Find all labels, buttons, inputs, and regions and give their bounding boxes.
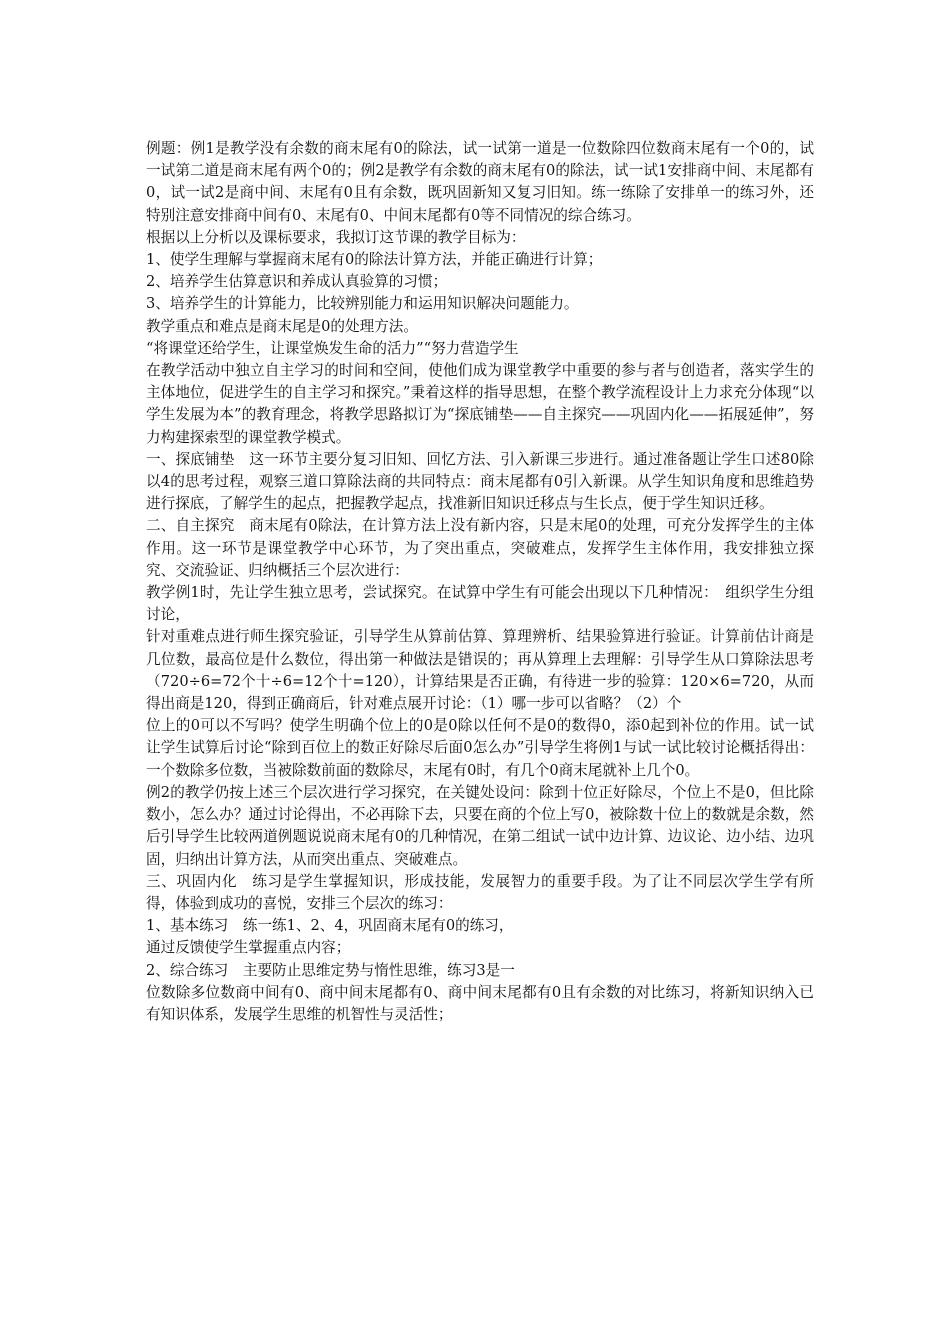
document-body bbox=[146, 138, 814, 1026]
paragraph-verification: 针对重难点进行师生探究验证，引导学生从算前估算、算理辨析、结果验算进行验证。计算前估计商是几位数，最高位是什么数位，得出第一种做法是错误的；再从算理上去理解：引导学生从口算除法思考（720÷6=72个十÷6=12个十=120），计算结果是否正确，有待进一步的验算：120×6=720，从而得出商是120，得到正确商后，针对难点展开讨论：（1）哪一步可以省略？（2）个 bbox=[146, 628, 814, 713]
paragraph-section-1: 一、探底铺垫 这一环节主要分复习旧知、回忆方法、引入新课三步进行。通过准备题让学生口述80除以4的思考过程，观察三道口算除法商的共同特点：商末尾都有0引入新课。从学生知识角度和思维趋势进行探底，了解学生的起点，把握教学起点，找准新旧知识迁移点与生长点，便于学生知识迁移。 bbox=[146, 450, 814, 513]
paragraph-feedback: 通过反馈使学生掌握重点内容； bbox=[146, 939, 351, 957]
paragraph-objectives-intro: 根据以上分析以及课标要求，我拟订这节课的教学目标为： bbox=[146, 228, 526, 246]
paragraph-section-3: 三、巩固内化 练习是学生掌握知识，形成技能，发展智力的重要手段。为了让不同层次学生学有所得，体验到成功的喜悦，安排三个层次的练习： bbox=[146, 872, 814, 912]
paragraph-example-1-teaching: 教学例1时，先让学生独立思考，尝试探究。在试算中学生有可能会出现以下几种情况： 组织学生分组讨论， bbox=[146, 584, 814, 624]
paragraph-section-2: 二、自主探究 商末尾有0除法，在计算方法上没有新内容，只是末尾0的处理，可充分发挥学生的主体作用。这一环节是课堂教学中心环节，为了突出重点，突破难点，发挥学生主体作用，我安排独立探究、交流验证、归纳概括三个层次进行： bbox=[146, 517, 814, 579]
paragraph-objective-2: 2、培养学生估算意识和养成认真验算的习惯； bbox=[146, 273, 448, 291]
paragraph-comprehensive-practice: 2、综合练习 主要防止思维定势与惰性思维，练习3是一 bbox=[146, 961, 515, 979]
paragraph-zero-placeholder: 位上的0可以不写吗？使学生明确个位上的0是0除以任何不是0的数得0，添0起到补位的作用。试一试让学生试算后讨论“除到百位上的数正好除尽后面0怎么办”引导学生将例1与试一试比较讨论概括得出：一个数除多位数，当被除数前面的数除尽，末尾有0时，有几个0商末尾就补上几个0。 bbox=[146, 717, 814, 779]
paragraph-objective-3: 3、培养学生的计算能力，比较辨别能力和运用知识解决问题能力。 bbox=[146, 295, 579, 313]
paragraph-quote-start: “将课堂还给学生，让课堂焕发生命的活力”“努力营造学生 bbox=[146, 339, 519, 357]
paragraph-key-points: 教学重点和难点是商末尾是0的处理方法。 bbox=[146, 317, 418, 335]
paragraph-guiding-idea: 在教学活动中独立自主学习的时间和空间，使他们成为课堂教学中重要的参与者与创造者，落实学生的主体地位，促进学生的自主学习和探究。”秉着这样的指导思想，在整个教学流程设计上力求充分体现“以学生发展为本”的教育理念，将教学思路拟订为“探底铺垫——自主探究——巩固内化——拓展延伸”，努力构建探索型的课堂教学模式。 bbox=[146, 362, 814, 446]
paragraph-example-2-teaching: 例2的教学仍按上述三个层次进行学习探究，在关键处设问：除到十位正好除尽，个位上不是0，但比除数小，怎么办？通过讨论得出，不必再除下去，只要在商的个位上写0，被除数十位上的数就是余数，然后引导学生比较两道例题说说商末尾有0的几种情况，在第二组试一试中边计算、边议论、边小结、边巩固，归纳出计算方法，从而突出重点、突破难点。 bbox=[146, 783, 814, 868]
paragraph-comparison-practice: 位数除多位数商中间有0、商中间末尾都有0、商中间末尾都有0且有余数的对比练习，将新知识纳入已有知识体系，发展学生思维的机智性与灵活性； bbox=[146, 983, 814, 1023]
paragraph-basic-practice: 1、基本练习 练一练1、2、4，巩固商末尾有0的练习， bbox=[146, 917, 514, 935]
paragraph-examples: 例题：例1是教学没有余数的商末尾有0的除法，试一试第一道是一位数除四位数商末尾有一个0的，试一试第二道是商末尾有两个0的；例2是教学有余数的商末尾有0的除法，试一试1安排商中间、末尾都有0，试一试2是商中间、末尾有0且有余数，既巩固新知又复习旧知。练一练除了安排单一的练习外，还特别注意安排商中间有0、末尾有0、中间末尾都有0等不同情况的综合练习。 bbox=[146, 140, 814, 224]
paragraph-objective-1: 1、使学生理解与掌握商末尾有0的除法计算方法，并能正确进行计算； bbox=[146, 251, 603, 269]
